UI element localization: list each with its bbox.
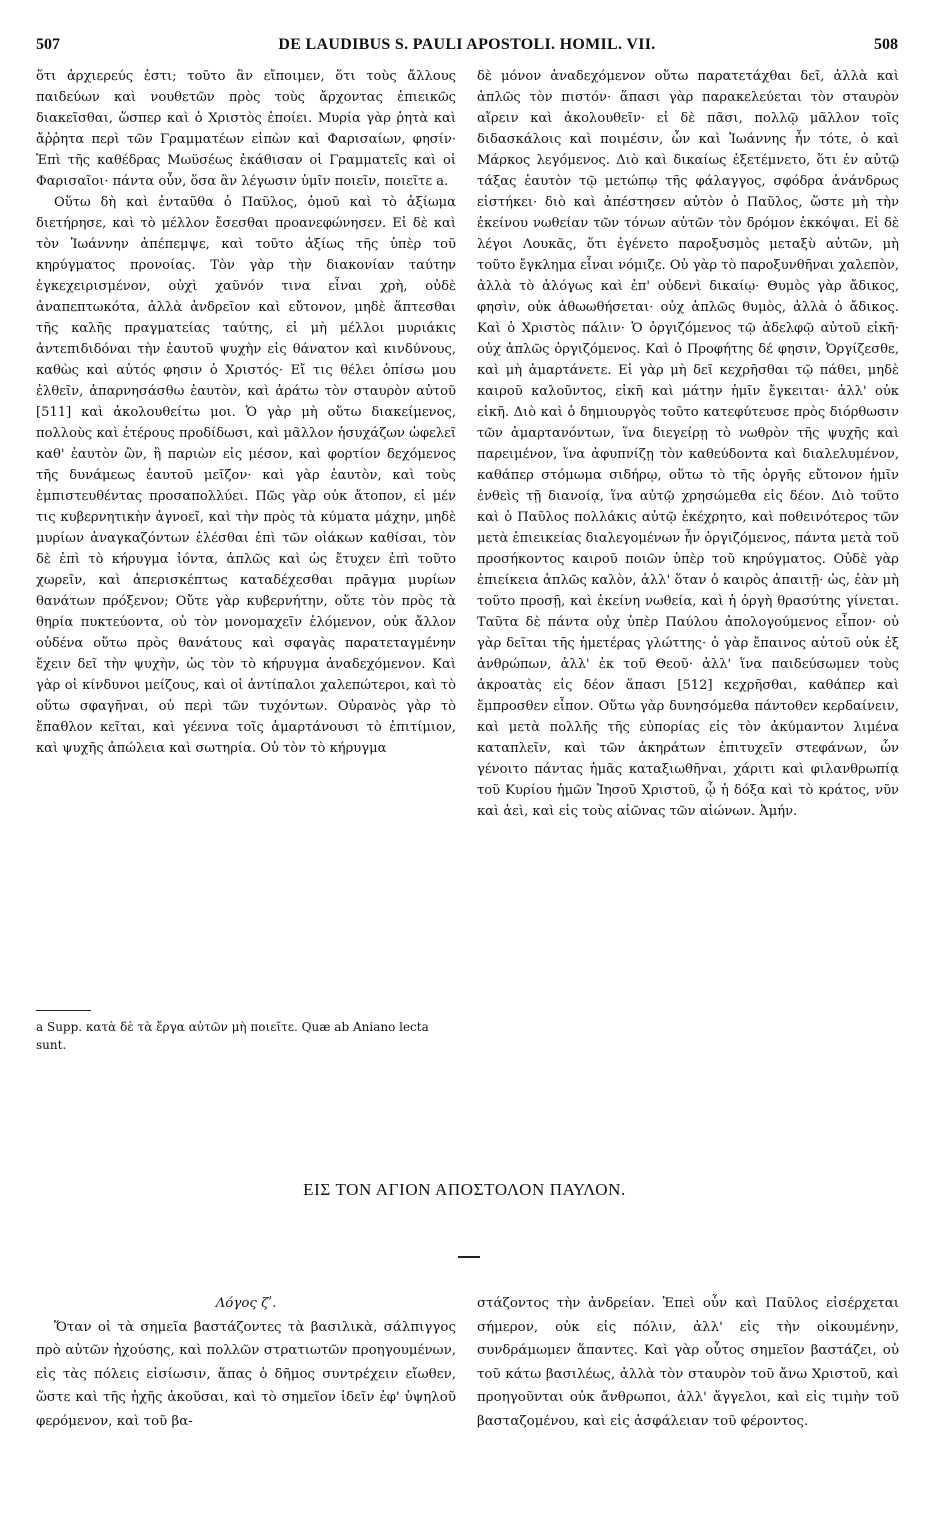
footnote-rule	[36, 1010, 91, 1011]
homily-right-column	[477, 1292, 899, 1472]
right-column	[477, 66, 899, 1076]
logos-heading: Λόγος ζʹ.	[215, 1296, 277, 1311]
right-paragraph: δὲ μόνον ἀναδεχόμενον οὕτω παρατετάχθαι δεῖ, ἀλλὰ καὶ ἁπλῶς τὸν πιστόν· ἅπασι γὰρ παρακελεύεται τὸν σταυρὸν αἴρειν καὶ ἀκολουθεῖν· εἰ δὲ πᾶσι, πολλῷ μᾶλλον τοῖς διδασκάλοις καὶ ποιμέσιν, ὧν καὶ Ἰωάννης ἦν τότε, ὁ καὶ Μάρκος λεγόμενος. Διὸ καὶ δικαίως ἐξετέμνετο, ὅτι ἐν αὐτῷ τάξας ἑαυτὸν τῷ μετώπῳ τῆς φάλαγγος, σφόδρα ἀνάνδρως εἱστήκει· διὸ καὶ ἀπέστησεν αὐτὸν ὁ Παῦλος, ὥστε μὴ τὴν ἐκείνου νωθείαν τῶν τόνων αὐτῶν τὸν δρόμον ἐκκόψαι. Εἰ δὲ λέγοι Λουκᾶς, ὅτι ἐγένετο παροξυσμὸς μεταξὺ αὐτῶν, μὴ τοῦτο ἔγκλημα εἶναι νόμιζε. Οὐ γὰρ τὸ παροξυνθῆναι χαλεπὸν, ἀλλὰ τὸ ἀλόγως καὶ ἐπ' οὐδενὶ δικαίῳ· Θυμὸς γὰρ ἄδικος, φησὶν, οὐκ ἀθωωθήσεται· οὐχ ἁπλῶς θυμὸς, ἀλλὰ ὁ ἄδικος. Καὶ ὁ Χριστὸς πάλιν· Ὁ ὀργιζόμενος τῷ ἀδελφῷ αὐτοῦ εἰκῆ· οὐχ ἁπλῶς ὀργιζόμενος. Καὶ ὁ Προφήτης δέ φησιν, Ὀργίζεσθε, καὶ μὴ ἁμαρτάνετε. Εἰ γὰρ μὴ δεῖ κεχρῆσθαι τῷ πάθει, μηδὲ καιροῦ καλοῦντος, εἰκῆ καὶ μάτην ἡμῖν ἔγκειται· ἀλλ' οὐκ εἰκῆ. Διὸ καὶ ὁ δημιουργὸς τοῦτο κατεφύτευσε πρὸς διόρθωσιν τῶν ἁμαρτανόντων, ἵνα διεγείρῃ τὸ νωθρὸν τῆς ψυχῆς καὶ παρειμένον, ἵνα ἀφυπνίζῃ τὸν καθεύδοντα καὶ διαλελυμένον, καθάπερ στόμωμα σιδήρῳ, οὕτω τὸ τῆς ὀργῆς εὔτονον ἡμῖν ἐνθεὶς τῇ διανοίᾳ, ἵνα αὐτῷ χρησώμεθα εἰς δέον. Διὸ τοῦτο καὶ ὁ Παῦλος πολλάκις αὐτῷ ἐκέχρητο, καὶ ποθεινότερος τῶν μετὰ ἐπιεικείας διαλεγομένων ἦν ὀργιζόμενος, πάντα μετὰ τοῦ προσήκοντος καιροῦ ποιῶν ὑπὲρ τοῦ κηρύγματος. Οὐδὲ γὰρ ἐπιείκεια ἁπλῶς καλὸν, ἀλλ' ὅταν ὁ καιρὸς ἀπαιτῇ· ὡς, ἐὰν μὴ τοῦτο προσῇ, καὶ ἐκείνη νωθεία, καὶ ἡ ὀργὴ θρασύτης γίνεται. Ταῦτα δὲ πάντα οὐχ ὑπὲρ Παύλου ἀπολογούμενος εἶπον· οὐ γὰρ δεῖται τῆς ἡμετέρας γλώττης· ὁ γὰρ ἔπαινος αὐτοῦ οὐκ ἐξ ἀνθρώπων, ἀλλ' ἐκ τοῦ Θεοῦ· ἀλλ' ἵνα παιδεύσωμεν τοὺς ἀκροατὰς εἰς δέον ἅπασι [512] κεχρῆσθαι, καθάπερ καὶ ἔμπροσθεν εἶπον. Οὕτω γὰρ δυνησόμεθα πάντοθεν κερδαίνειν, καὶ μετὰ πολλῆς τῆς εὐπορίας εἰς τὸν ἀκύμαντον λιμένα καταπλεῖν, καὶ τῶν ἀκηράτων ἐπιτυχεῖν στεφάνων, ὧν γένοιτο πάντας ἡμᾶς καταξιωθῆναι, χάριτι καὶ φιλανθρωπίᾳ τοῦ Κυρίου ἡμῶν Ἰησοῦ Χριστοῦ, ᾧ ἡ δόξα καὶ τὸ κράτος, νῦν καὶ ἀεὶ, καὶ εἰς τοὺς αἰῶνας τῶν αἰώνων. Ἀμήν.	[477, 69, 899, 819]
left-paragraph: Οὕτω δὴ καὶ ἐνταῦθα ὁ Παῦλος, ὁμοῦ καὶ τὸ ἀξίωμα διετήρησε, καὶ τὸ μέλλον ἔσεσθαι προανεφώνησεν. Εἰ δὲ καὶ τὸν Ἰωάννην ἀπέπεμψε, καὶ τοῦτο ἀξίως τῆς ὑπὲρ τοῦ κηρύγματος προνοίας. Τὸν γὰρ τὴν διακονίαν ταύτην ἐγκεχειρισμένον, οὐχὶ χαῦνόν τινα εἶναι χρὴ, οὐδὲ ἀναπεπτωκότα, ἀλλὰ ἀνδρεῖον καὶ εὔτονον, μηδὲ ἅπτεσθαι τῆς καλῆς πραγματείας ταύτης, εἰ μὴ μέλλοι μυριάκις ἀντεπιδιδόναι τὴν ἑαυτοῦ ψυχὴν εἰς θάνατον καὶ κινδύνους, καθὼς καὶ αὐτός φησιν ὁ Χριστός· Εἴ τις θέλει ὀπίσω μου ἐλθεῖν, ἀπαρνησάσθω ἑαυτὸν, καὶ ἀράτω τὸν σταυρὸν αὐτοῦ [511] καὶ ἀκολουθείτω μοι. Ὁ γὰρ μὴ οὕτω διακείμενος, πολλοὺς καὶ ἑτέρους προδίδωσι, καὶ μᾶλλον ἡσυχάζων ὠφελεῖ καθ' ἑαυτὸν ὢν, ἢ παριὼν εἰς μέσον, καὶ φορτίον δεχόμενος τῆς δυνάμεως ἑαυτοῦ μεῖζον· καὶ γὰρ ἑαυτὸν, καὶ τοὺς ἐμπιστευθέντας προσαπολλύει. Πῶς γὰρ οὐκ ἄτοπον, εἰ μέν τις κυβερνητικὴν ἀγνοεῖ, καὶ τὴν πρὸς τὰ κύματα μάχην, μηδὲ μυρίων ἀναγκαζόντων ἑλέσθαι ἐπὶ τῶν οἰάκων καθίσαι, τὸν δὲ ἐπὶ τὸ κήρυγμα ἰόντα, ἁπλῶς καὶ ὡς ἔτυχεν ἐπὶ τοῦτο χωρεῖν, καὶ ἀπερισκέπτως καταδέχεσθαι πρᾶγμα μυρίων θανάτων πρόξενον; Οὔτε γὰρ κυβερνήτην, οὔτε τὸν πρὸς τὰ θηρία πυκτεύοντα, οὐ τὸν μονομαχεῖν ἑλόμενον, οὐκ ἄλλον οὐδένα οὕτω πρὸς θανάτους καὶ σφαγὰς παρατεταγμένην ἔχειν δεῖ τὴν ψυχὴν, ὡς τὸν τὸ κήρυγμα ἀναδεχόμενον. Καὶ γὰρ οἱ κίνδυνοι μείζους, καὶ οἱ ἀντίπαλοι χαλεπώτεροι, καὶ τὸ οὕτω σφαγῆναι, οὐ περὶ τῶν τυχόντων. Οὐρανὸς γὰρ τὸ ἔπαθλον κεῖται, καὶ γέεννα τοῖς ἁμαρτάνουσι τὸ ἐπιτίμιον, καὶ ψυχῆς ἀπώλεια καὶ σωτηρία. Οὐ τὸν τὸ κήρυγμα	[36, 195, 456, 756]
page-number-right: 508	[874, 36, 898, 53]
title-dash	[458, 1256, 480, 1258]
homily-paragraph-continued: στάζοντος τὴν ἀνδρείαν. Ἐπεὶ οὖν καὶ Παῦλος εἰσέρχεται σήμερον, οὐκ εἰς πόλιν, ἀλλ' εἰς τὴν οἰκουμένην, συνδράμωμεν ἅπαντες. Καὶ γὰρ οὗτος σημεῖον βαστάζει, οὐ τοῦ κάτω βασιλέως, ἀλλὰ τὸν σταυρὸν τοῦ ἄνω Χριστοῦ, καὶ προηγοῦνται οὐκ ἄνθρωποι, ἀλλ' ἄγγελοι, καὶ εἰς τιμὴν τοῦ βασταζομένου, καὶ εἰς ἀσφάλειαν τοῦ φέροντος.	[477, 1296, 899, 1429]
running-title: DE LAUDIBUS S. PAULI APOSTOLI. HOMIL. VII.	[278, 36, 656, 53]
homily-paragraph: Ὅταν οἱ τὰ σημεῖα βαστάζοντες τὰ βασιλικὰ, σάλπιγγος πρὸ αὐτῶν ἠχούσης, καὶ πολλῶν στρατιωτῶν προηγουμένων, εἰς τὰς πόλεις εἰσίωσιν, ἅπας ὁ δῆμος συντρέχειν εἴωθεν, ὥστε καὶ τῆς ἠχῆς ἀκοῦσαι, καὶ τὸ σημεῖον ἰδεῖν ἐφ' ὑψηλοῦ φερόμενον, καὶ τοῦ βα-	[36, 1319, 456, 1429]
section-title: ΕΙΣ ΤΟΝ ΑΓΙΟΝ ΑΠΟΣΤΟΛΟΝ ΠΑΥΛΟΝ.	[303, 1180, 626, 1199]
homily-left-column	[36, 1292, 456, 1472]
left-paragraph: ὅτι ἀρχιερεύς ἐστι; τοῦτο ἂν εἴποιμεν, ὅτι τοὺς ἄλλους παιδεύων καὶ νουθετῶν πρὸς τοὺς ἄρχοντας ἐπιεικῶς διακεῖσθαι, ὥσπερ καὶ ὁ Χριστὸς ἐποίει. Μυρία γὰρ ῥητὰ καὶ ἄῤῥητα περὶ τῶν Γραμματέων εἰπὼν καὶ Φαρισαίων, φησίν· Ἐπὶ τῆς καθέδρας Μωϋσέως ἐκάθισαν οἱ Γραμματεῖς καὶ οἱ Φαρισαῖοι· πάντα οὖν, ὅσα ἂν λέγωσιν ὑμῖν ποιεῖν, ποιεῖτε a.	[36, 69, 456, 189]
page-number-left: 507	[36, 36, 60, 53]
running-header	[36, 36, 898, 58]
footnote: a Supp. κατὰ δὲ τὰ ἔργα αὐτῶν μὴ ποιεῖτε. Quæ ab Aniano lecta sunt.	[36, 1020, 429, 1052]
left-column	[36, 66, 456, 996]
